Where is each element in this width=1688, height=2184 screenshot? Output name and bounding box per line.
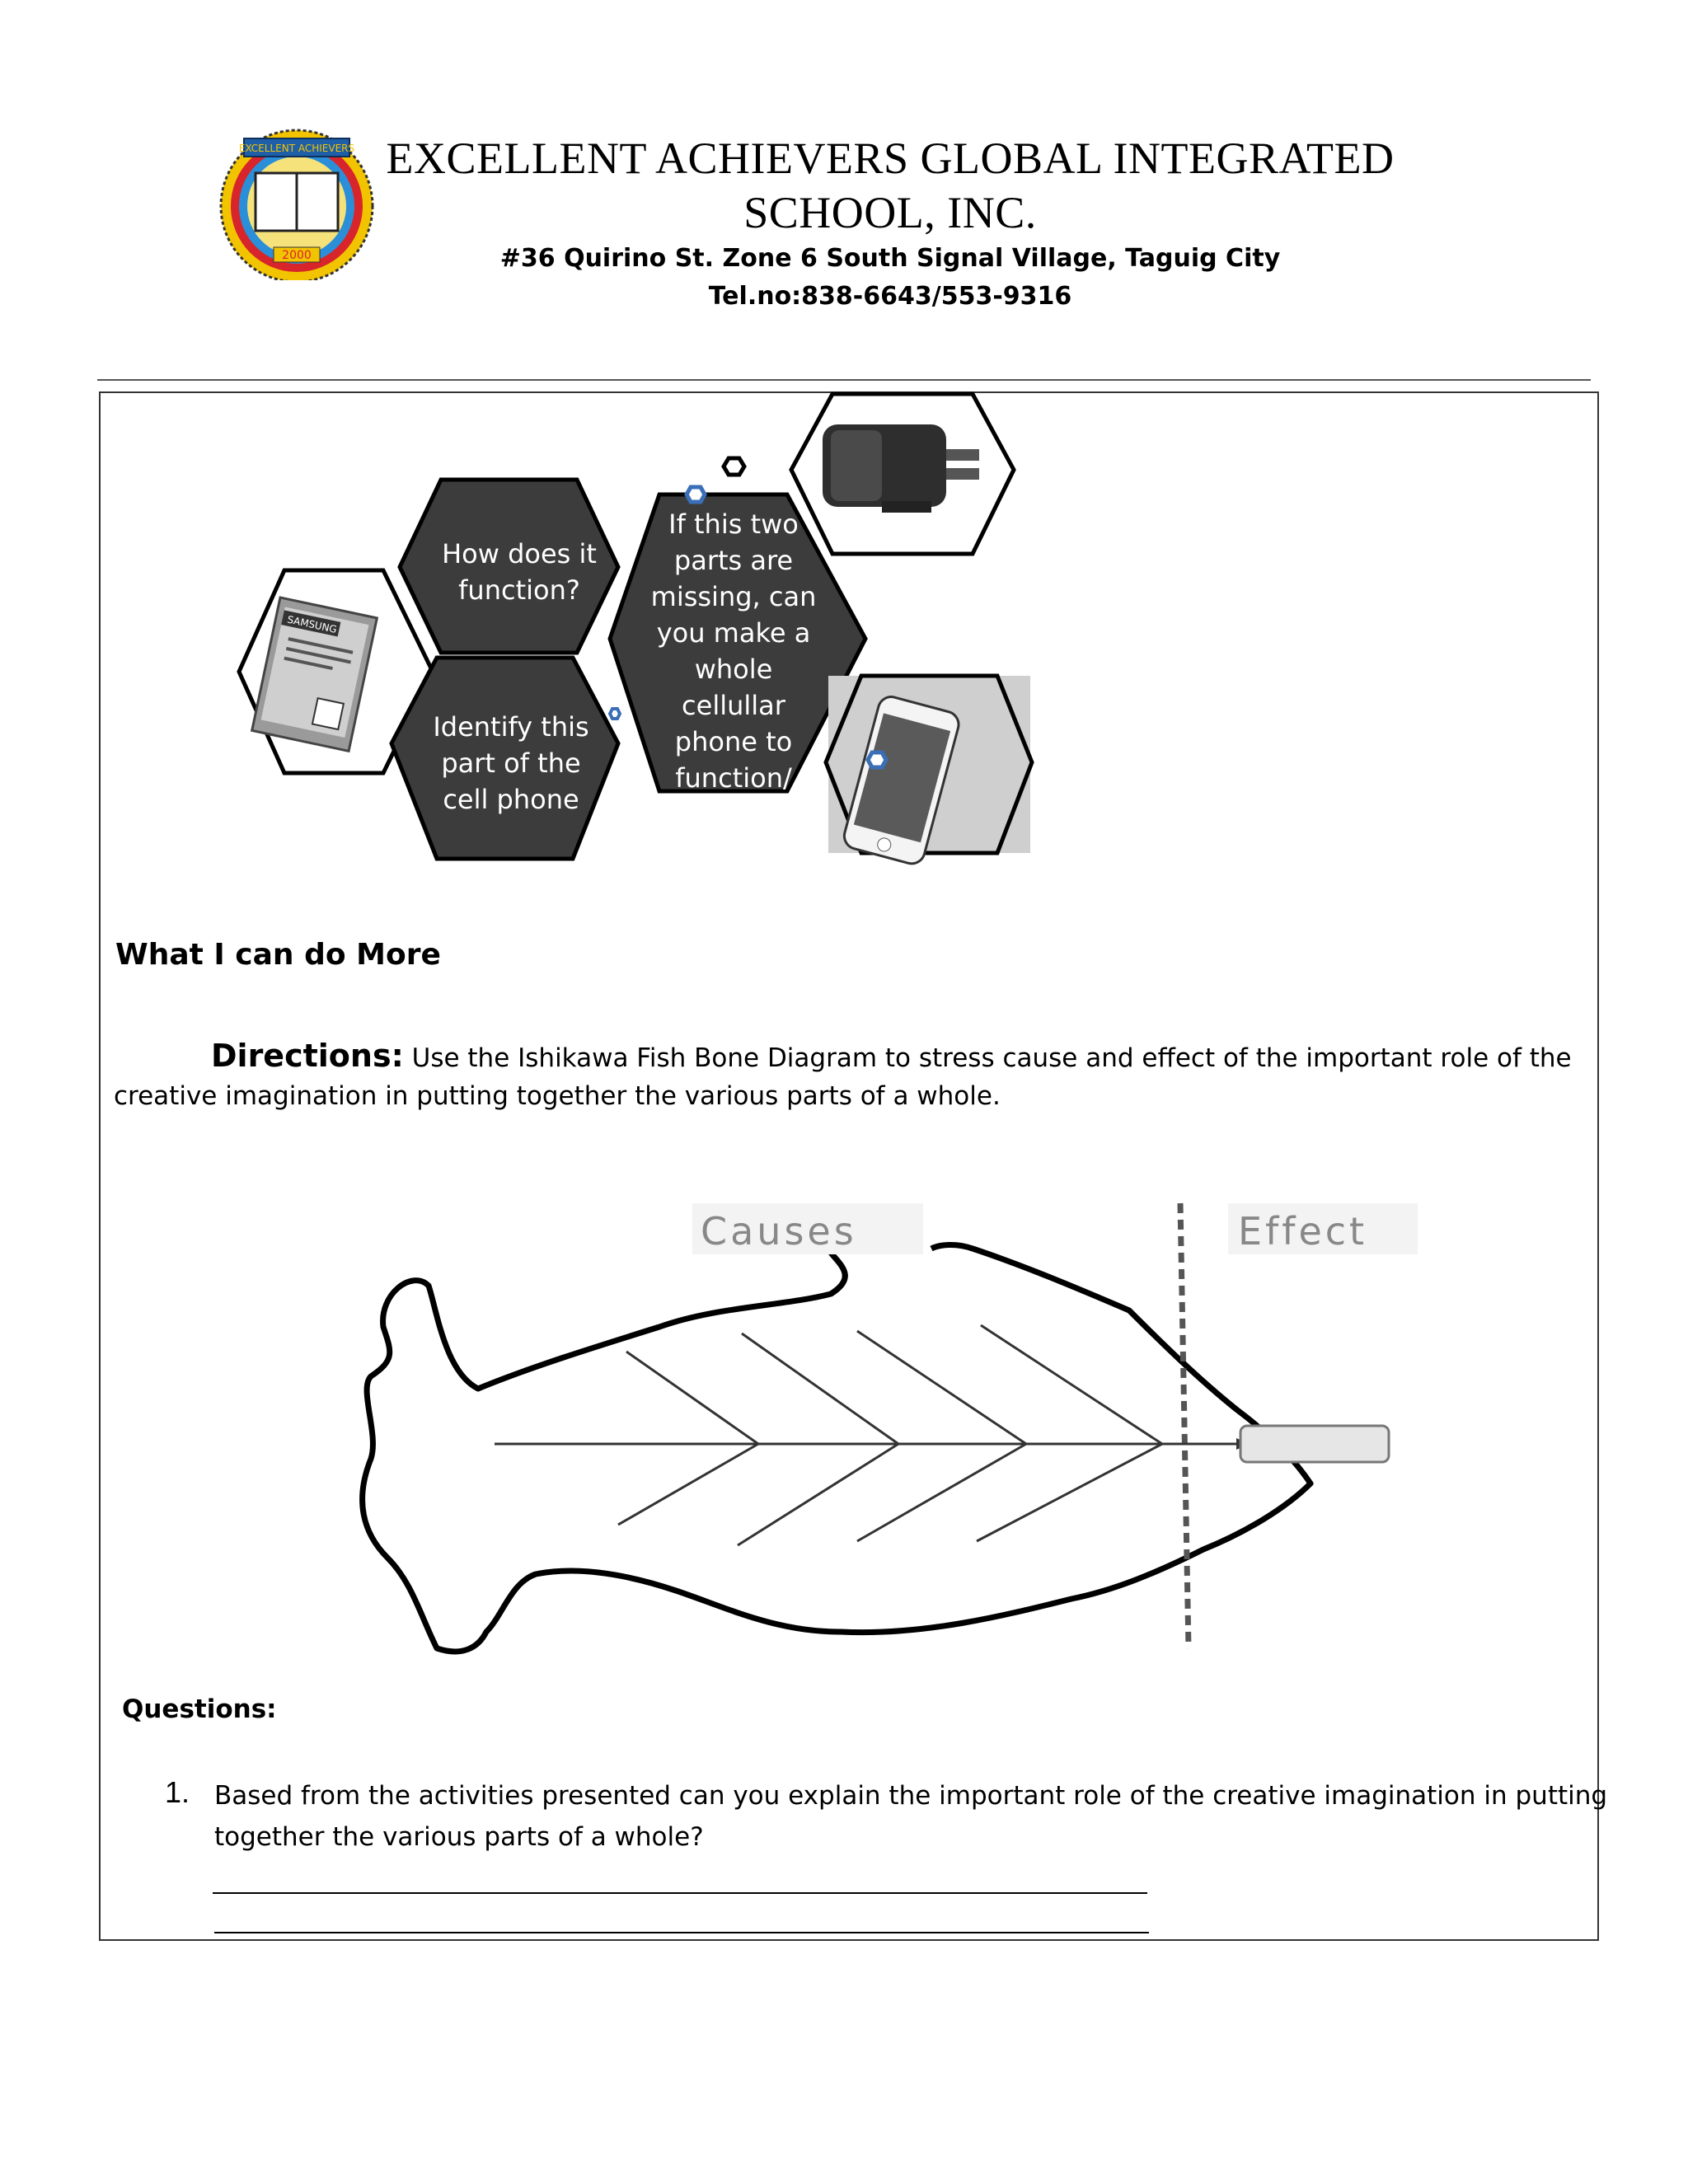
upper-bone-2 (742, 1333, 898, 1444)
lower-bone-1 (618, 1444, 758, 1525)
directions-text-1: Use the Ishikawa Fish Bone Diagram to stress cause and effect of the important role of the (403, 1043, 1572, 1073)
causes-label: Causes (701, 1209, 857, 1254)
upper-bone-4 (981, 1325, 1162, 1444)
header-divider (97, 379, 1591, 381)
hex-missing-line: missing, can (650, 581, 817, 612)
hex-missing-line: phone to (674, 726, 793, 757)
school-name-line2: SCHOOL, INC. (743, 188, 1037, 237)
hex-how-line1: How does it (442, 538, 597, 569)
upper-bone-3 (857, 1331, 1026, 1444)
hex-how-line2: function? (458, 574, 580, 606)
school-name-line1: EXCELLENT ACHIEVERS GLOBAL INTEGRATED (386, 134, 1395, 183)
effect-box (1240, 1426, 1389, 1462)
lower-bone-4 (977, 1444, 1162, 1541)
small-hex-blue-1 (687, 487, 705, 502)
hex-missing-line: whole (694, 654, 773, 685)
lower-bone-3 (857, 1444, 1026, 1541)
section-title: What I can do More (115, 938, 441, 972)
hexagon-cluster (231, 387, 1047, 865)
fish-outline (363, 1244, 1311, 1651)
hex-identify-line1: Identify this (433, 711, 589, 743)
question-1-line1: Based from the activities presented can you explain the important role of the creative imagination in putting (214, 1781, 1608, 1811)
hex-missing-line: If this two (668, 509, 799, 540)
school-address: #36 Quirino St. Zone 6 South Signal Village, Taguig City (499, 244, 1281, 273)
fishbone-diagram (346, 1187, 1467, 1681)
hex-missing-line: you make a (656, 617, 811, 649)
question-1-number: 1. (165, 1775, 190, 1809)
small-hex-blue-3 (868, 752, 886, 767)
directions-text-2: creative imagination in putting together the various parts of a whole. (114, 1081, 1001, 1111)
small-hex-blue-2 (610, 709, 620, 719)
fish-top-fin (831, 1253, 845, 1294)
hex-missing-line: function/ (675, 762, 792, 794)
hex-missing-line: parts are (673, 545, 794, 576)
answer-line-1[interactable] (213, 1892, 1147, 1894)
effect-divider (1180, 1203, 1189, 1648)
effect-label: Effect (1238, 1209, 1368, 1254)
upper-bone-1 (626, 1352, 758, 1444)
directions-paragraph (114, 1037, 1589, 1115)
hex-missing-line: cellullar (682, 690, 785, 721)
hex-identify-line2: part of the (441, 748, 581, 779)
questions-heading: Questions: (122, 1694, 277, 1724)
logo-ribbon-text: EXCELLENT ACHIEVERS (238, 143, 355, 154)
small-hex-top (724, 458, 744, 475)
answer-line-2[interactable] (214, 1932, 1149, 1933)
school-phone: Tel.no:838-6643/553-9316 (708, 282, 1072, 311)
hex-identify-line3: cell phone (443, 784, 579, 815)
logo-year: 2000 (282, 249, 312, 262)
question-1-line2: together the various parts of a whole? (214, 1822, 704, 1852)
directions-label: Directions: (211, 1038, 404, 1074)
battery-brand: SAMSUNG (286, 613, 338, 635)
